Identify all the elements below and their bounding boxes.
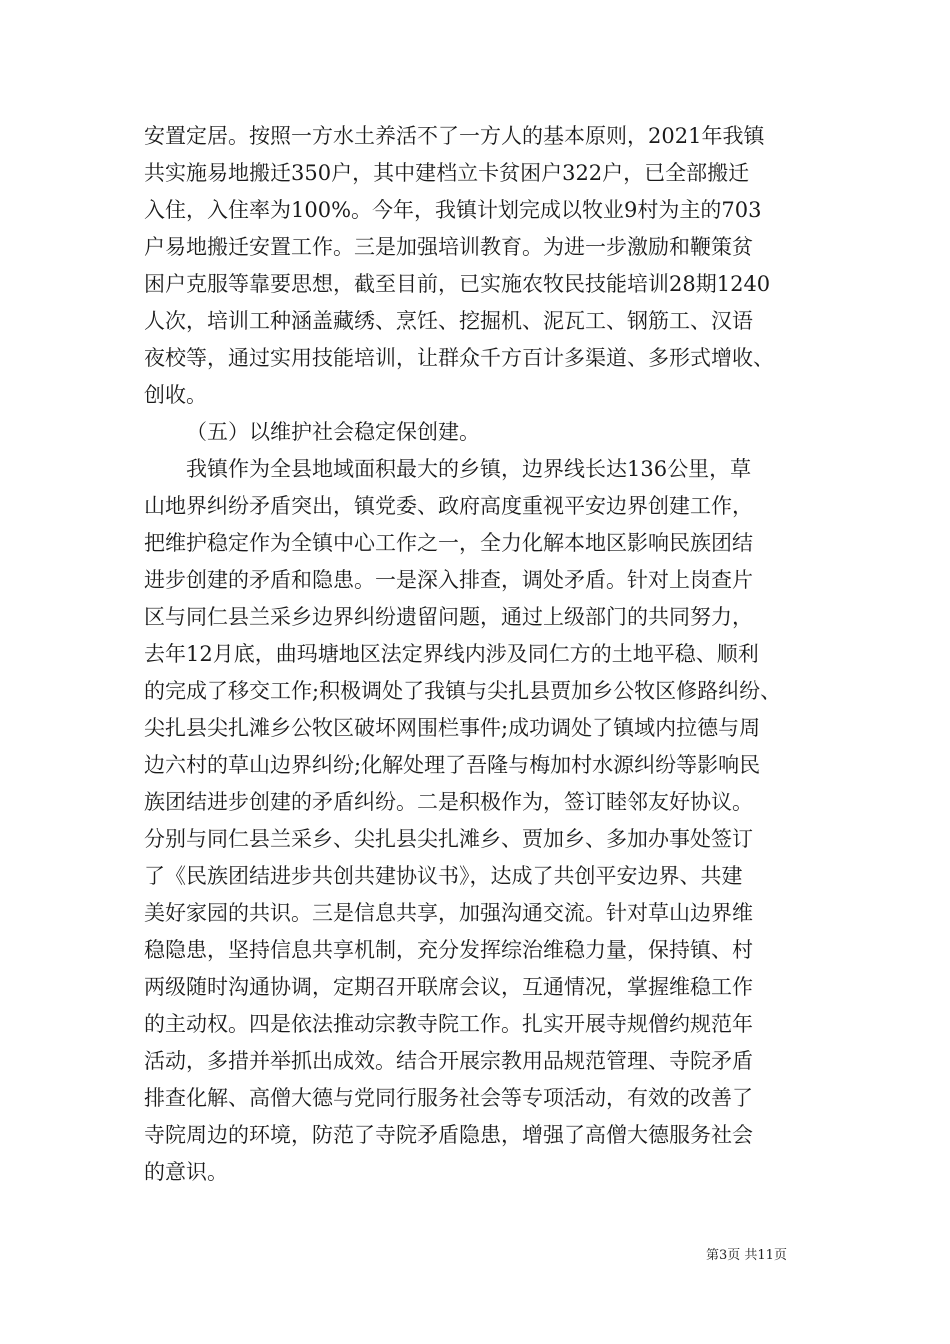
text-line: 寺院周边的环境，防范了寺院矛盾隐患，增强了高僧大德服务社会	[144, 1123, 753, 1147]
text-line: 边六村的草山边界纠纷;化解处理了吾隆与梅加村水源纠纷等影响民	[144, 753, 761, 777]
text-line: 去年12月底，曲玛塘地区法定界线内涉及同仁方的土地平稳、顺利	[144, 642, 759, 666]
text-line: 稳隐患，坚持信息共享机制，充分发挥综治维稳力量，保持镇、村	[144, 938, 753, 962]
text-line: 我镇作为全县地域面积最大的乡镇，边界线长达136公里，草	[186, 457, 752, 481]
text-line: 安置定居。按照一方水土养活不了一方人的基本原则，2021年我镇	[144, 124, 765, 148]
text-line: 排查化解、高僧大德与党同行服务社会等专项活动，有效的改善了	[144, 1086, 753, 1110]
text-line: 人次，培训工种涵盖藏绣、烹饪、挖掘机、泥瓦工、钢筋工、汉语	[144, 309, 753, 333]
text-line: 尖扎县尖扎滩乡公牧区破坏网围栏事件;成功调处了镇域内拉德与周	[144, 716, 761, 740]
text-line: 困户克服等靠要思想，截至目前，已实施农牧民技能培训28期1240	[144, 272, 771, 296]
text-line: 的主动权。四是依法推动宗教寺院工作。扎实开展寺规僧约规范年	[144, 1012, 753, 1036]
text-line: 的意识。	[144, 1160, 228, 1184]
text-line: 美好家园的共识。三是信息共享，加强沟通交流。针对草山边界维	[144, 901, 753, 925]
page-number-footer: 第3页 共11页	[706, 1248, 787, 1263]
section-heading: （五）以维护社会稳定保创建。	[186, 420, 480, 444]
text-line: 山地界纠纷矛盾突出，镇党委、政府高度重视平安边界创建工作，	[144, 494, 753, 518]
text-line: 区与同仁县兰采乡边界纠纷遗留问题，通过上级部门的共同努力，	[144, 605, 753, 629]
text-line: 族团结进步创建的矛盾纠纷。二是积极作为，签订睦邻友好协议。	[144, 790, 753, 814]
text-line: 两级随时沟通协调，定期召开联席会议，互通情况，掌握维稳工作	[144, 975, 753, 999]
text-line: 共实施易地搬迁350户，其中建档立卡贫困户322户，已全部搬迁	[144, 161, 750, 185]
text-line: 户易地搬迁安置工作。三是加强培训教育。为进一步激励和鞭策贫	[144, 235, 753, 259]
text-line: 了《民族团结进步共创共建协议书》，达成了共创平安边界、共建	[144, 864, 743, 888]
text-line: 夜校等，通过实用技能培训，让群众千方百计多渠道、多形式增收、	[144, 346, 774, 370]
text-line: 分别与同仁县兰采乡、尖扎县尖扎滩乡、贾加乡、多加办事处签订	[144, 827, 753, 851]
text-line: 把维护稳定作为全镇中心工作之一，全力化解本地区影响民族团结	[144, 531, 753, 555]
text-line: 的完成了移交工作;积极调处了我镇与尖扎县贾加乡公牧区修路纠纷、	[144, 679, 782, 703]
text-line: 创收。	[144, 383, 207, 407]
text-line: 活动，多措并举抓出成效。结合开展宗教用品规范管理、寺院矛盾	[144, 1049, 753, 1073]
text-line: 入住，入住率为100%。今年，我镇计划完成以牧业9村为主的703	[144, 198, 762, 222]
text-line: 进步创建的矛盾和隐患。一是深入排查，调处矛盾。针对上岗查片	[144, 568, 753, 592]
